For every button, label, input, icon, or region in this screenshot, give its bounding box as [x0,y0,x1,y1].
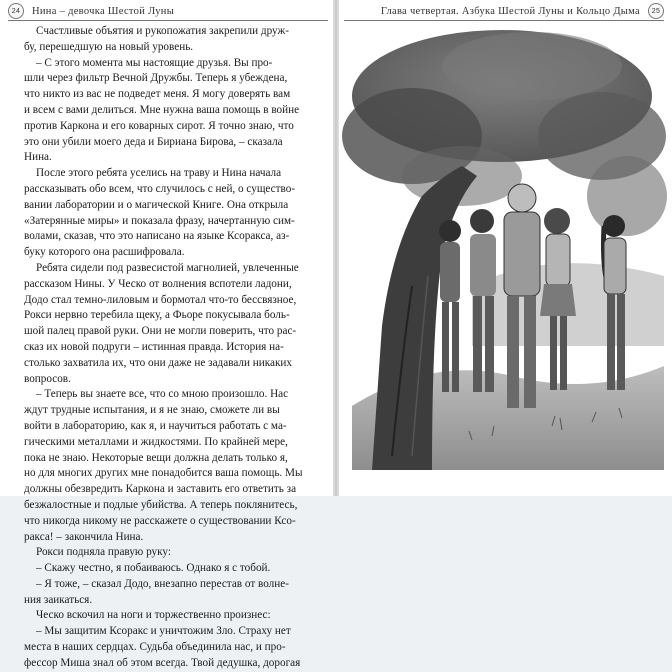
text-line: шли через фильтр Вечной Дружбы. Теперь я убеждена, [24,72,288,85]
right-page [336,0,672,496]
text-line: бу, перешедшую на новый уровень. [24,40,194,53]
right-page-number: 25 [648,3,664,19]
text-line: сказ их новой подруги – истинная правда. История на- [24,340,284,353]
text-line: Счастливые объятия и рукопожатия закрепили друж- [36,25,289,37]
text-line: – Я тоже, – сказал Додо, внезапно перестав от волне- [36,577,289,590]
text-line: вопросов. [24,372,71,385]
text-line: пока не знаю. Некоторые вещи должна делать только я, [24,451,288,464]
text-line: гическими металлами и жидкостями. По крайней мере, [24,435,288,448]
left-running-head [8,4,174,18]
text-line: войти в лабораторию, как я, и научиться работать с ма- [24,419,287,432]
text-line: ждут трудные испытания, и я не знаю, сможете ли вы [24,404,280,417]
illustration [352,26,664,470]
text-line: столько захватила их, что они даже не задавали никаких [24,356,292,369]
text-line: – Скажу честно, я побаиваюсь. Однако я с тобой. [36,562,271,575]
left-header-rule [8,20,328,21]
text-line: безжалостные и подлые убийства. А теперь поклянитесь, [24,498,298,511]
text-line: это они убили моего деда и Бириана Бирова, – сказала [24,135,283,148]
text-line: ния заикаться. [24,593,93,606]
text-line: что никогда никому не расскажете о существовании Ксо- [24,514,296,527]
text-line: Ребята сидели под развесистой магнолией, увлеченные [36,261,299,274]
book-gutter [333,0,339,496]
left-page [0,0,336,669]
text-line: «Затерянные миры» и показала фразу, начертанную сим- [24,214,295,227]
text-line: что никто из вас не подведет меня. Я могу доверять вам [24,88,291,101]
text-line: рассказывать обо всем, что случилось с ней, о существо- [24,182,296,195]
text-line: но для многих других мне понадобится ваша помощь. Мы [24,467,303,480]
text-line: – Мы защитим Ксоракс и уничтожим Зло. Страху нет [36,625,291,638]
text-line: вании лаборатории и о магической Книге. Она открыла [24,198,289,211]
text-line: буку которого она расшифровала. [24,246,185,259]
text-line: Ческо вскочил на ноги и торжественно произнес: [36,609,271,622]
text-line: После этого ребята уселись на траву и Нина начала [36,167,282,180]
text-line: Нина. [24,151,52,164]
text-line: – Теперь вы знаете все, что со мною произошло. Нас [36,388,289,401]
left-running-head-title: Нина – девочка Шестой Луны [32,5,175,17]
text-line: Додо стал темно-лиловым и бормотал что-то бессвязное, [24,293,297,306]
text-line: рассказом Нины. У Ческо от волнения вспотели ладони, [24,277,292,290]
text-line: и всем с вами делиться. Мне нужна ваша помощь в войне [24,103,300,116]
left-body-text [24,24,310,672]
text-line: волами, сказав, что это написано на языке Ксоракса, аз- [24,230,290,243]
text-line: шой палец правой руки. Они не могли поверить, что рас- [24,325,297,338]
text-line: должны обезвредить Каркона и заставить его ответить за [24,483,297,496]
text-line: Рокси подняла правую руку: [36,546,171,559]
right-running-head [381,4,664,18]
text-line: Рокси нервно теребила щеку, а Фьоре покусывала боль- [24,309,290,322]
text-line: места в наших сердцах. Судьба объединила нас, и про- [24,641,286,654]
text-line: – С этого момента мы настоящие друзья. Вы про- [36,56,273,69]
text-line: фессор Миша знал об этом всегда. Твой дедушка, дорогая [24,656,301,669]
right-running-head-title: Глава четвертая. Азбука Шестой Луны и Кольцо Дыма [380,5,640,17]
text-line: ракса! – закончила Нина. [24,530,144,543]
left-page-number: 24 [8,3,24,19]
text-line: против Каркона и его коварных сирот. Я точно знаю, что [24,119,294,132]
right-header-rule [344,20,664,21]
